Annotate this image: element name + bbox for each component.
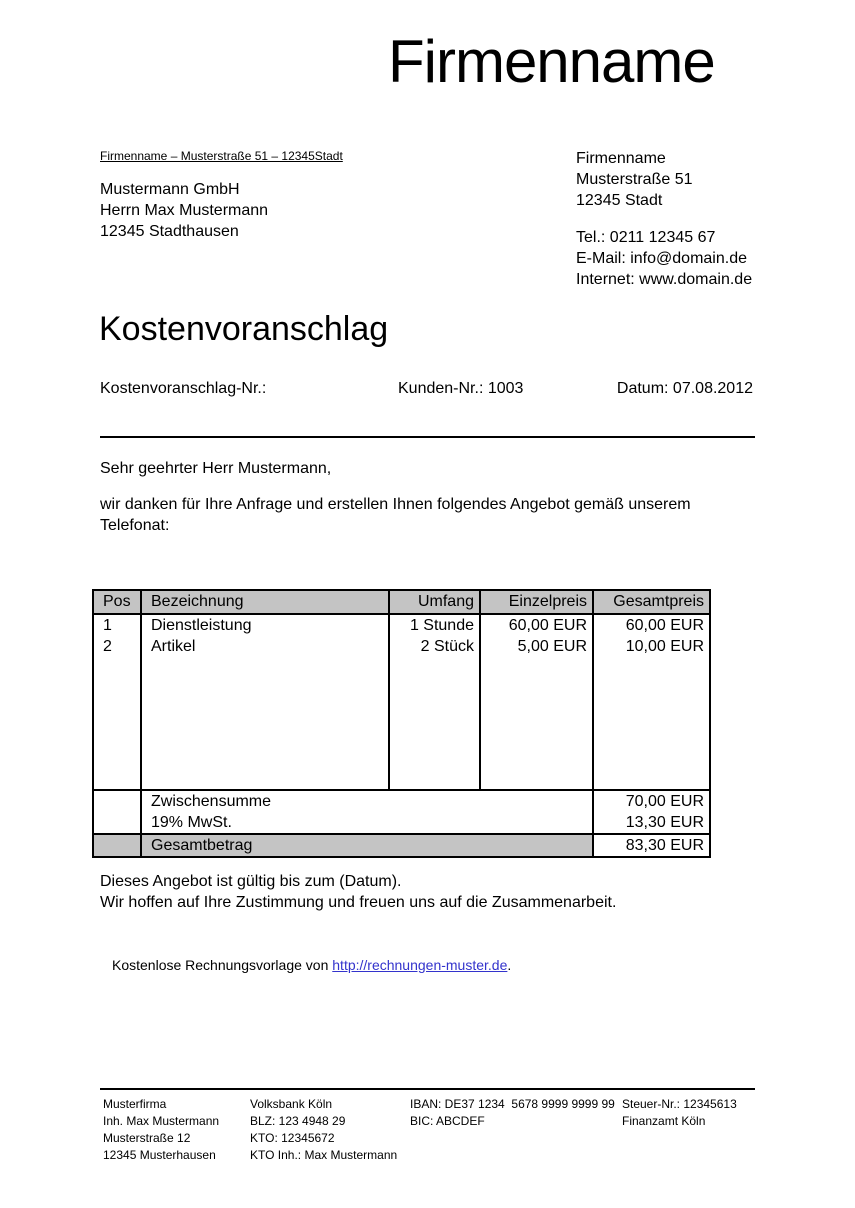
header-pos: Pos — [93, 590, 141, 614]
subtotal-row — [93, 790, 710, 834]
company-contact — [576, 227, 752, 290]
footer-bic: BIC: ABCDEF — [410, 1114, 485, 1128]
footer-company-column — [103, 1096, 219, 1164]
recipient-company: Mustermann GmbH — [100, 181, 240, 198]
attribution-line — [112, 956, 511, 974]
subtotal-value: 70,00 EUR — [625, 793, 704, 810]
header-total-price: Gesamtpreis — [593, 590, 710, 614]
footer-tax-office: Finanzamt Köln — [622, 1114, 706, 1128]
footer-owner: Inh. Max Mustermann — [103, 1114, 220, 1128]
grand-total-label: Gesamtbetrag — [151, 837, 253, 854]
grand-total-row — [93, 834, 710, 857]
footer-kto-holder: KTO Inh.: Max Mustermann — [250, 1148, 398, 1162]
item-total-price: 10,00 EUR — [625, 638, 704, 655]
item-description: Dienstleistung — [151, 617, 252, 634]
estimate-number-label: Kostenvoranschlag-Nr.: — [100, 380, 267, 397]
footer-iban-column — [410, 1096, 615, 1130]
table-body — [93, 614, 710, 790]
unit-price-column — [480, 614, 593, 790]
grand-total-value: 83,30 EUR — [625, 837, 704, 854]
subtotal-values — [593, 790, 710, 834]
header-unit-price: Einzelpreis — [480, 590, 593, 614]
footer-tax-number: Steuer-Nr.: 12345613 — [622, 1097, 737, 1111]
grand-total-pos-spacer — [93, 834, 141, 857]
company-contact-block — [576, 148, 752, 290]
footer-blz: BLZ: 123 4948 29 — [250, 1114, 346, 1128]
footer-iban: IBAN: DE37 1234 5678 9999 9999 99 — [410, 1097, 615, 1111]
customer-number: Kunden-Nr.: 1003 — [398, 380, 524, 397]
validity-note: Dieses Angebot ist gültig bis zum (Datum). — [100, 873, 402, 890]
company-street: Musterstraße 51 — [576, 171, 693, 188]
company-phone: Tel.: 0211 12345 67 — [576, 229, 716, 246]
item-quantity: 2 Stück — [420, 638, 474, 655]
description-column — [141, 614, 389, 790]
footer-tax-column — [622, 1096, 737, 1130]
recipient-address — [100, 179, 268, 242]
company-city: 12345 Stadt — [576, 192, 663, 209]
company-title: Firmenname — [388, 28, 715, 95]
item-total-price: 60,00 EUR — [625, 617, 704, 634]
company-website: Internet: www.domain.de — [576, 271, 753, 288]
intro-paragraph: wir danken für Ihre Anfrage und erstellen Ihnen folgendes Angebot gemäß unserem Telefonat: — [100, 496, 691, 534]
company-email: E-Mail: info@domain.de — [576, 250, 747, 267]
recipient-city: 12345 Stadthausen — [100, 223, 239, 240]
grand-total-value-cell — [593, 834, 710, 857]
total-price-column — [593, 614, 710, 790]
item-quantity: 1 Stunde — [409, 617, 474, 634]
item-pos: 2 — [103, 638, 112, 655]
closing-note: Wir hoffen auf Ihre Zustimmung und freuen uns auf die Zusammenarbeit. — [100, 894, 617, 911]
tax-value: 13,30 EUR — [625, 814, 704, 831]
footer-divider-line — [100, 1088, 755, 1090]
pos-column — [93, 614, 141, 790]
attribution-prefix: Kostenlose Rechnungsvorlage von — [112, 957, 333, 973]
item-unit-price: 60,00 EUR — [508, 617, 587, 634]
item-unit-price: 5,00 EUR — [517, 638, 587, 655]
footer-company-name: Musterfirma — [103, 1097, 167, 1111]
salutation: Sehr geehrter Herr Mustermann, — [100, 460, 332, 477]
subtotal-label: Zwischensumme — [151, 793, 272, 810]
footer-city: 12345 Musterhausen — [103, 1148, 216, 1162]
footer-street: Musterstraße 12 — [103, 1131, 191, 1145]
company-address — [576, 148, 752, 211]
header-description: Bezeichnung — [141, 590, 389, 614]
subtotal-pos-spacer — [93, 790, 141, 834]
item-pos: 1 — [103, 617, 112, 634]
sender-return-address: Firmenname – Musterstraße 51 – 12345Stadt — [100, 149, 343, 163]
template-source-link[interactable]: http://rechnungen-muster.de — [332, 957, 508, 973]
header-quantity: Umfang — [389, 590, 480, 614]
document-title: Kostenvoranschlag — [99, 310, 389, 348]
grand-total-label-cell — [141, 834, 593, 857]
items-table — [92, 589, 711, 858]
subtotal-labels — [141, 790, 593, 834]
item-description: Artikel — [151, 638, 196, 655]
closing-paragraph — [100, 871, 616, 913]
tax-label: 19% MwSt. — [151, 814, 232, 831]
table-header-row — [93, 590, 710, 614]
attribution-suffix: . — [507, 957, 512, 973]
footer-bank-column — [250, 1096, 397, 1164]
quantity-column — [389, 614, 480, 790]
footer-bank-name: Volksbank Köln — [250, 1097, 333, 1111]
company-name: Firmenname — [576, 150, 666, 167]
document-date: Datum: 07.08.2012 — [616, 380, 753, 397]
header-divider-line — [100, 436, 755, 438]
recipient-name: Herrn Max Mustermann — [100, 202, 269, 219]
reference-row — [0, 380, 855, 400]
footer-kto: KTO: 12345672 — [250, 1131, 335, 1145]
